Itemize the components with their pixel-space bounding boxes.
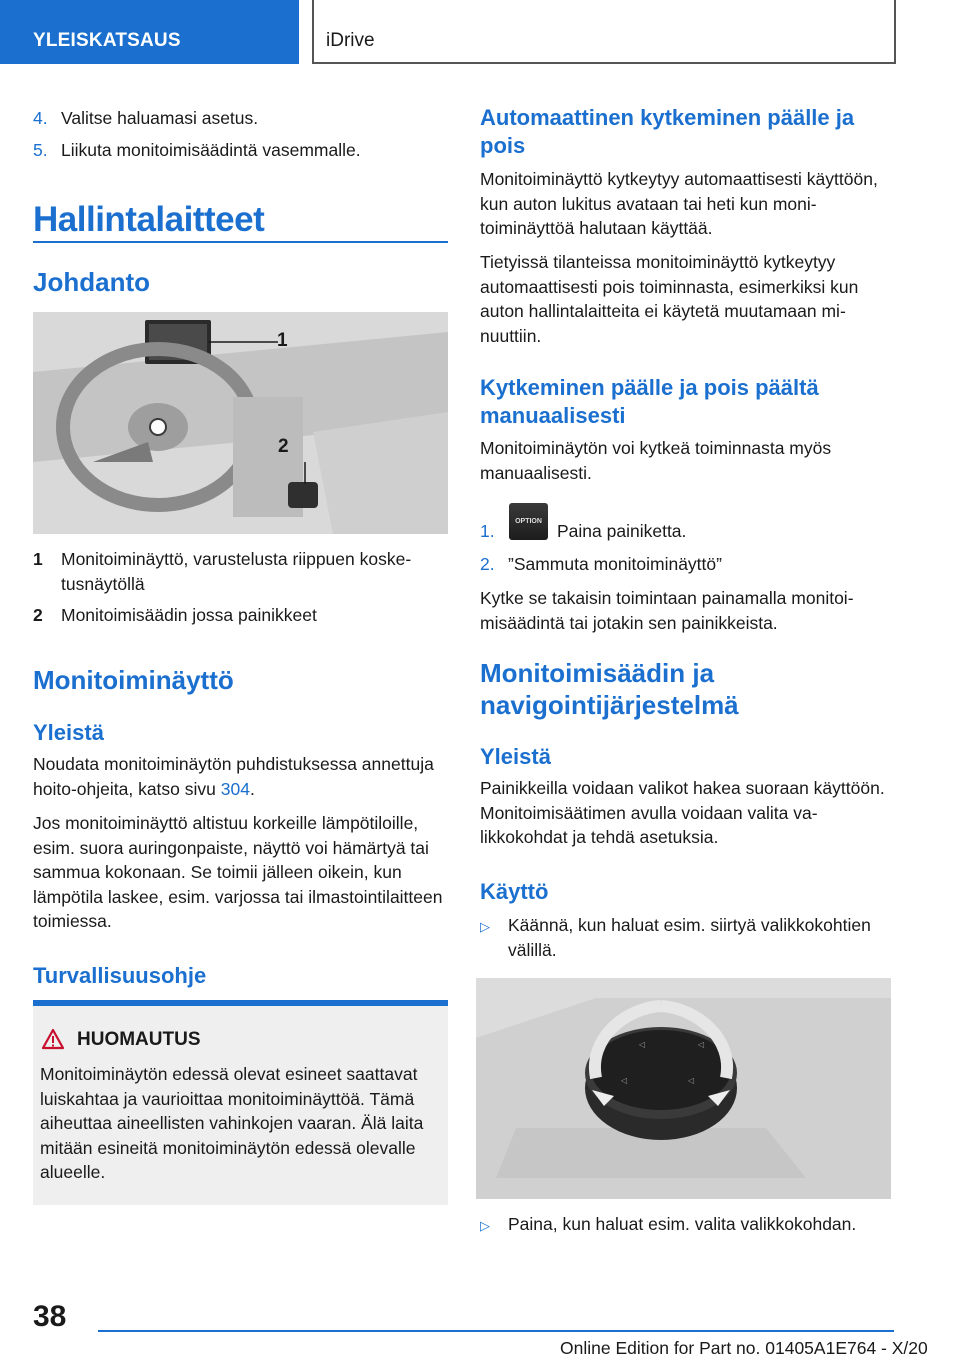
bullet-item [480,1212,892,1240]
edition-text: Online Edition for Part no. 01405A1E764 - X/20 [560,1338,928,1358]
step-number: 5. [33,140,48,160]
general-heading-right: Yleistä [480,744,551,769]
step-number: 4. [33,108,48,128]
cockpit-illustration [33,312,448,534]
auto-heading: Automaattinen kytkeminen päälle ja pois [480,105,855,158]
legend-key: 2 [33,605,43,625]
warning-triangle-icon [41,1028,65,1050]
auto-paragraph-2: Tietyissä tilanteissa monitoiminäyttö kytkeytyy automaattisesti pois toiminnasta, esimerkiksi kun auton hallintalaitteita ei käytetä muutamaan minuuttiin. [480,252,859,346]
usage-heading: Käyttö [480,879,549,904]
step-number: 1. [480,521,495,541]
general-p1-text: Noudata monitoiminäytön puhdistuksessa annettuja hoito-ohjeita, katso sivu [33,754,434,799]
page-link[interactable]: 304 [220,778,250,799]
legend-text: Monitoimisäädin jossa painikkeet [61,605,317,625]
option-button-icon: OPTION [509,503,548,540]
general-p1-suffix: . [249,778,255,799]
general-paragraph-right: Painikkeilla voidaan valikot hakea suoraan käyttöön. Monitoimisäätimen avulla voidaan valita valikkokohdat ja tehdä asetuksia. [480,778,885,848]
svg-text:◁: ◁ [688,1076,695,1085]
intro-heading: Johdanto [33,267,150,297]
chapter-heading: Hallintalaitteet [33,200,265,239]
safety-heading: Turvallisuusohje [33,963,207,988]
figure-legend [33,547,448,627]
general-paragraph-2: Jos monitoiminäyttö altistuu korkeille lämpötiloille, esim. suora auringonpaiste, näyttö voi hämärtyä tai sammua kokonaan. Se toimii jälleen oikein, kun lämpötila laskee, esim. varjossa tai ilmastointilaitteen toimiessa. [33,813,443,932]
controller-heading: Monitoimisäädin ja navigointijärjestelmä [480,658,739,720]
bullet-triangle-icon: ▷ [480,919,490,934]
top-steps [33,106,448,166]
bullet-item [480,913,892,969]
bullet-text: Käännä, kun haluat esim. siirtyä valikkokohtien välillä. [508,915,871,960]
warning-text: Monitoiminäytön edessä olevat esineet saattavat luiskahtaa ja vaurioittaa monitoiminäyttöä. Tämä aiheuttaa aineellisten vahinkojen vaaran. Älä laita mitään esineitä monitoiminäytön edessä olevalle alueelle. [40,1064,424,1183]
auto-paragraph-1: Monitoiminäyttö kytkeytyy automaattisesti käyttöön, kun auton lukitus avataan tai heti kun monitoiminäyttöä halutaan käyttää. [480,169,878,239]
general-heading: Yleistä [33,720,104,745]
callout-1: 1 [277,330,288,351]
svg-text:◁: ◁ [639,1040,646,1049]
bullet-text: Paina, kun haluat esim. valita valikkokohdan. [508,1214,857,1234]
warning-title: HUOMAUTUS [77,1029,201,1050]
step-text: ”Sammuta monitoiminäyttö” [508,554,722,574]
manual-heading: Kytkeminen päälle ja pois päältä manuaalisesti [480,375,819,428]
page-number: 38 [33,1300,67,1333]
step-number: 2. [480,554,495,574]
callout-2: 2 [278,436,289,457]
manual-paragraph-2: Kytke se takaisin toimintaan painamalla monitoimisäädintä tai jotakin sen painikkeista. [480,588,854,633]
legend-text: Monitoiminäyttö, varustelusta riippuen kosketusnäytöllä [61,549,412,594]
controller-figure [476,978,891,1199]
legend-key: 1 [33,549,43,569]
warning-rule [33,1000,448,1006]
display-heading: Monitoiminäyttö [33,665,234,695]
general-paragraph-1 [33,752,448,801]
bullet-triangle-icon: ▷ [480,1218,490,1233]
heading-rule [33,241,448,243]
section-title: iDrive [312,0,896,64]
controller-illustration [476,978,891,1199]
svg-text:◁: ◁ [698,1040,705,1049]
step-text: Liikuta monitoimisäädintä vasemmalle. [61,140,361,160]
chapter-tab[interactable]: YLEISKATSAUS [0,0,299,64]
cockpit-figure [33,312,448,534]
svg-text:◁: ◁ [621,1076,628,1085]
step-text: Valitse haluamasi asetus. [61,108,259,128]
manual-paragraph-1: Monitoiminäytön voi kytkeä toiminnasta myös manuaalisesti. [480,438,832,483]
footer-rule [98,1330,894,1332]
step-text: Paina painiketta. [557,521,687,541]
